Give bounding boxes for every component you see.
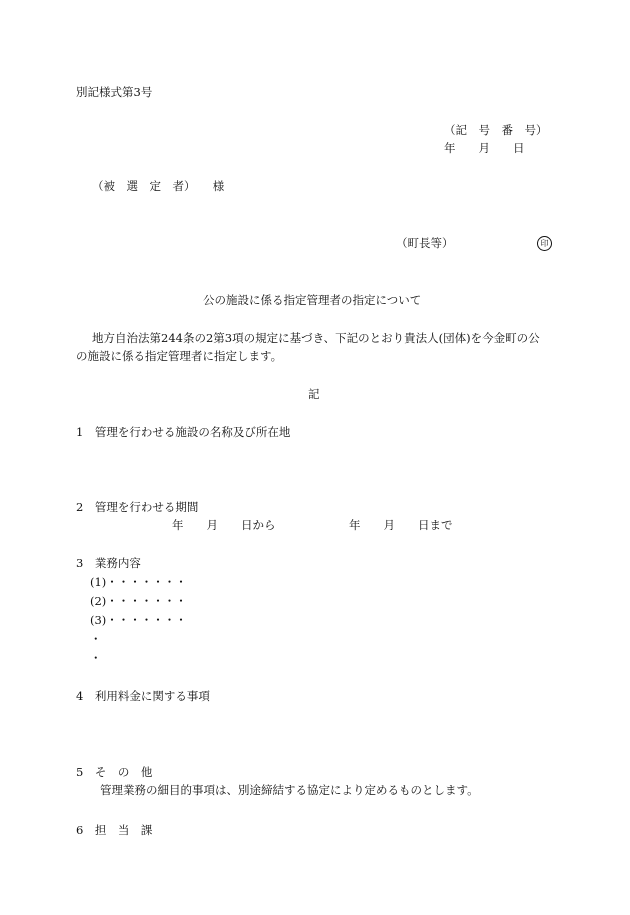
- duty-item: (2)・・・・・・・: [90, 594, 187, 608]
- section-3-heading: 3 業務内容: [76, 556, 141, 570]
- section-4-heading: 4 利用料金に関する事項: [76, 689, 210, 703]
- duty-item: (1)・・・・・・・: [90, 575, 187, 589]
- section-5-text: 管理業務の細目的事項は、別途締結する協定により定めるものとします。: [100, 783, 479, 797]
- seal-icon: 印: [537, 236, 552, 251]
- duty-item: ・: [90, 632, 102, 646]
- body-text-line-1: 地方自治法第244条の2第3項の規定に基づき、下記のとおり貴法人(団体)を今金町の公: [92, 331, 540, 345]
- period-end: 年 月 日まで: [349, 518, 453, 532]
- document-number: （記 号 番 号）: [444, 123, 548, 137]
- duty-item: (3)・・・・・・・: [90, 613, 187, 627]
- duty-item: ・: [90, 651, 102, 665]
- section-5-heading: 5 そ の 他: [76, 765, 153, 779]
- period-start: 年 月 日から: [172, 518, 276, 532]
- section-6-heading: 6 担 当 課: [76, 823, 153, 837]
- recipient-name: （被 選 定 者） 様: [92, 179, 225, 193]
- issue-date: 年 月 日: [444, 141, 525, 155]
- sender-name: （町長等）: [396, 236, 454, 250]
- section-2-heading: 2 管理を行わせる期間: [76, 500, 199, 514]
- ki-heading: 記: [308, 387, 320, 401]
- document-title: 公の施設に係る指定管理者の指定について: [203, 293, 422, 307]
- form-number: 別記様式第3号: [76, 85, 153, 99]
- section-1-heading: 1 管理を行わせる施設の名称及び所在地: [76, 425, 291, 439]
- body-text-line-2: の施設に係る指定管理者に指定します。: [76, 349, 283, 363]
